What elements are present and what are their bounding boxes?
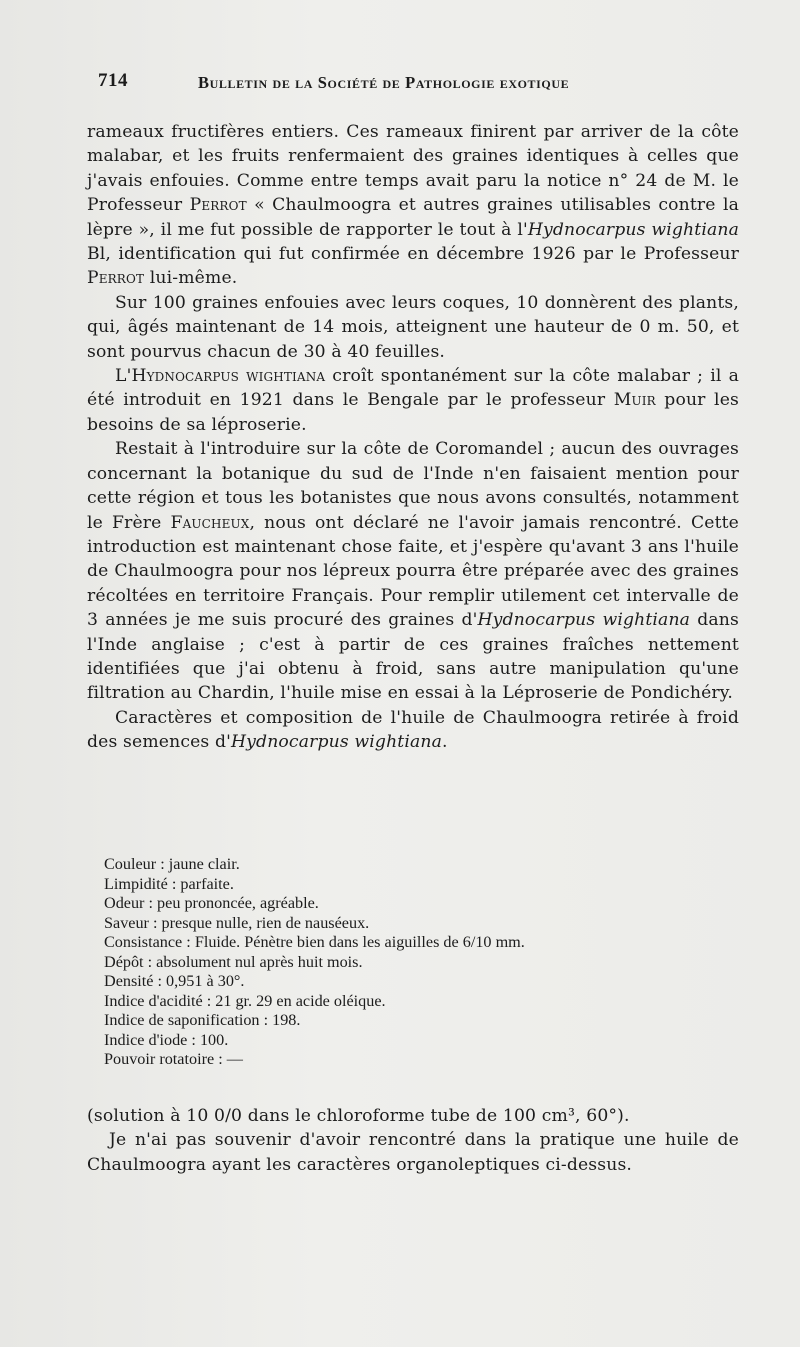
- text-span: dans l'Inde anglaise ; c'est à partir de ces graines fraîches nettement identifiées que j'ai obtenu à froid, sans autre manipulation qu'une filtration au Chardin, l'huile mise en essai à la Léproserie de Pondichéry.: [87, 610, 739, 704]
- journal-title: Bulletin de la Société de Pathologie exotique: [198, 73, 570, 92]
- paragraph-2: Sur 100 graines enfouies avec leurs coques, 10 donnèrent des plants, qui, âgés maintenant de 14 mois, atteignent une hauteur de 0 m. 50, et sont pourvus chacun de 30 à 40 feuilles.: [87, 292, 739, 362]
- paragraph-5: [87, 706, 739, 755]
- text-span: Bl, identification qui fut confirmée en décembre 1926 par le Professeur: [87, 244, 739, 265]
- text-span: Caractères et composition de l'huile de Chaulmoogra retirée à froid des semences d': [87, 707, 739, 753]
- spec-item: Dépôt : absolument nul après huit mois.: [104, 952, 363, 971]
- species-name: L'Hydnocarpus wightiana: [115, 366, 326, 387]
- species-name: Hydnocarpus wightiana: [527, 219, 739, 240]
- text-span: .: [442, 732, 448, 753]
- text-span: croît spontanément sur la côte malabar ; il a été introduit en 1921 dans le Bengale par le professeur: [87, 366, 740, 411]
- spec-item: Densité : 0,951 à 30°.: [104, 972, 245, 990]
- text-span: Restait à l'introduire sur la côte de Coromandel ; aucun des ouvrages concernant la botanique du sud de l'Inde n'en faisaient mention pour cette région et tous les botanistes que nous avons consultés, notamment le Frère: [87, 439, 739, 533]
- paragraph-4: [87, 437, 739, 705]
- spec-item: Couleur : jaune clair.: [104, 855, 240, 873]
- text-span: pour les besoins de sa léproserie.: [87, 390, 739, 435]
- spec-item: Odeur : peu prononcée, agréable.: [104, 894, 319, 912]
- text-span: rameaux fructifères entiers. Ces rameaux finirent par arriver de la côte malabar, et les fruits renfermaient des graines identiques à celles que j'avais enfouies. Comme entre temps avait paru la notice n° 24 de M. le Professeur: [87, 122, 739, 216]
- running-header: [98, 70, 658, 92]
- article-body: [87, 120, 739, 755]
- page-number: 714: [98, 70, 128, 91]
- text-span: lui-même.: [144, 268, 238, 289]
- spec-item: Saveur : presque nulle, rien de nauséeux.: [104, 913, 370, 932]
- author-name: Faucheux: [170, 512, 250, 533]
- oil-characteristics-list: [104, 855, 744, 1070]
- author-name: Perrot: [87, 268, 145, 289]
- species-name: Hydnocarpus wightiana: [477, 610, 691, 631]
- paragraph-7: Je n'ai pas souvenir d'avoir rencontré dans la pratique une huile de Chaulmoogra ayant les caractères organoleptiques ci-dessus.: [87, 1130, 739, 1175]
- article-tail: [87, 1104, 739, 1177]
- spec-item: Limpidité : parfaite.: [104, 874, 234, 893]
- paragraph-3: [87, 364, 739, 437]
- species-name: Hydnocarpus wightiana: [231, 732, 443, 753]
- spec-item: Indice de saponification : 198.: [104, 1011, 301, 1029]
- author-name: Perrot: [189, 195, 247, 216]
- paragraph-1: [87, 120, 739, 291]
- author-name: Muir: [613, 390, 656, 411]
- text-span: « Chaulmoogra et autres graines utilisables contre la lèpre », il me fut possible de rapporter le tout à l': [87, 195, 739, 240]
- paragraph-6: (solution à 10 0/0 dans le chloroforme tube de 100 cm³, 60°).: [87, 1106, 630, 1126]
- spec-item: Pouvoir rotatoire : —: [104, 1050, 243, 1068]
- spec-item: Indice d'iode : 100.: [104, 1030, 229, 1049]
- spec-item: Indice d'acidité : 21 gr. 29 en acide oléique.: [104, 991, 386, 1010]
- text-span: , nous ont déclaré ne l'avoir jamais rencontré. Cette introduction est maintenant chose faite, et j'espère qu'avant 3 ans l'huile de Chaulmoogra pour nos lépreux pourra être préparée avec des graines récoltées en territoire Français. Pour remplir utilement cet intervalle de 3 années je me suis procuré des graines d': [87, 512, 739, 631]
- spec-item: Consistance : Fluide. Pénètre bien dans les aiguilles de 6/10 mm.: [104, 933, 525, 951]
